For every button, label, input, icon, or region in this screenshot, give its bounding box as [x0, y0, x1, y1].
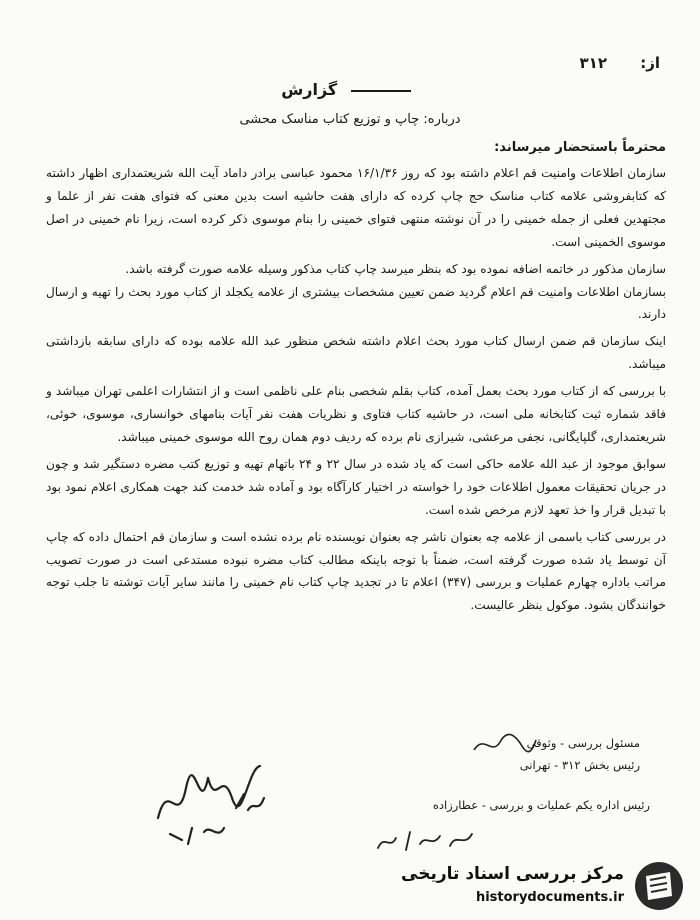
handwritten-date-right — [370, 820, 480, 860]
paragraph: در بررسی کتاب باسمی از علامه چه بعنوان ناشر چه بعنوان نویسنده نام برده نشده است و سازمان قم احتمال داده که چاپ آن توسط یاد شده صورت گرفته است، ضمناً با توجه باینکه مطالب کتاب مضره نبوده مستدعی است در صورت تصویب مراتب باداره چهارم عملیات و بررسی (۳۴۷) اعلام تا در تجدید چاپ کتاب نام خمینی را مانند سایر آیات توشته تا جلب توجه خوانندگان بشود. موکول بنظر عالیست. — [46, 529, 666, 613]
scroll-logo-icon — [632, 860, 686, 912]
signature-block — [410, 732, 640, 776]
paragraph: سازمان اطلاعات وامنیت قم اعلام داشته بود که روز ۱۶/۱/۳۶ محمود عباسی برادر داماد آیت الله شریعتمداری اظهار داشته که کتابفروشی علامه کتاب مناسک حج چاپ کرده که دارای هفت حاشیه است بدین معنی که فتوای هفت نفر از علما و مجتهدین فعلی از جمله خمینی را در آن نوشته منتهی فتوای خمینی را بنام موسوی ذکر کرده است، زیرا نام خمینی در اصل موسوی الخمینی است. — [46, 166, 666, 249]
section-head-name: رئیس بخش ۳۱۲ - تهرانی — [519, 758, 640, 772]
from-reference — [580, 54, 660, 72]
report-title-text: گزارش — [281, 80, 338, 99]
from-number: ۳۱۲ — [579, 54, 607, 72]
report-subject: درباره: چاپ و توزیع کتاب مناسک محشی — [239, 112, 461, 127]
from-label: از: — [640, 54, 660, 72]
watermark-url: historydocuments.ir — [475, 890, 624, 905]
paragraph: سوابق موجود از عبد الله علامه حاکی است که یاد شده در سال ۲۲ و ۲۴ باتهام تهیه و توزیع کتب مضره دستگیر شد و چون در جریان تحقیقات معمول اطلاعات خود را خواسته در اختیار کارآگاه بود و آماده شد خدمت کند جهت همکاری اعلام نمود بود با تبدیل قرار وا خذ تعهد لازم مرخص شده است. — [46, 456, 666, 517]
paragraph: اینک سازمان قم ضمن ارسال کتاب مورد بحث اعلام داشته شخص منظور عبد الله علامه بوده که دارای سابقه بازداشتی میباشد. — [46, 334, 666, 372]
salutation: محترماً باستحضار میرساند: — [494, 140, 666, 155]
report-body — [46, 162, 666, 617]
department-head-name: رئیس اداره یکم عملیات و بررسی - عطارزاده — [432, 798, 650, 812]
watermark-text: مرکز بررسی اسناد تاریخی — [401, 864, 624, 884]
paragraph: با بررسی که از کتاب مورد بحث بعمل آمده، کتاب بقلم شخصی بنام علی ناظمی است و از انتشارات اعلمی تهران میباشد و فاقد شماره ثبت کتابخانه ملی است، در حاشیه کتاب فتاوی و نظریات هفت نفر آیات بنامهای خوانساری، موسوی، خوئی، شریعتمداری، گلپایگانی، نجفی مرعشی، شیرازی نام برده که ردیف دوم همان روح الله موسوی خمینی میباشد. — [46, 384, 666, 444]
archive-watermark — [400, 858, 690, 914]
officer-name: مسئول بررسی - وثوقی — [526, 736, 640, 750]
handwritten-signature-left — [148, 748, 278, 848]
paragraph: بسازمان اطلاعات وامنیت قم اعلام گردید ضمن تعیین مشخصات بیشتری از علامه یکجلد از کتاب مورد بحث را تهیه و ارسال دارند. — [46, 284, 666, 322]
report-title — [0, 80, 700, 99]
paragraph: سازمان مذکور در خاتمه اضافه نموده بود که بنظر میرسد چاپ کتاب مذکور وسیله علامه صورت گرفته باشد. — [125, 261, 666, 276]
title-underline — [351, 90, 411, 92]
